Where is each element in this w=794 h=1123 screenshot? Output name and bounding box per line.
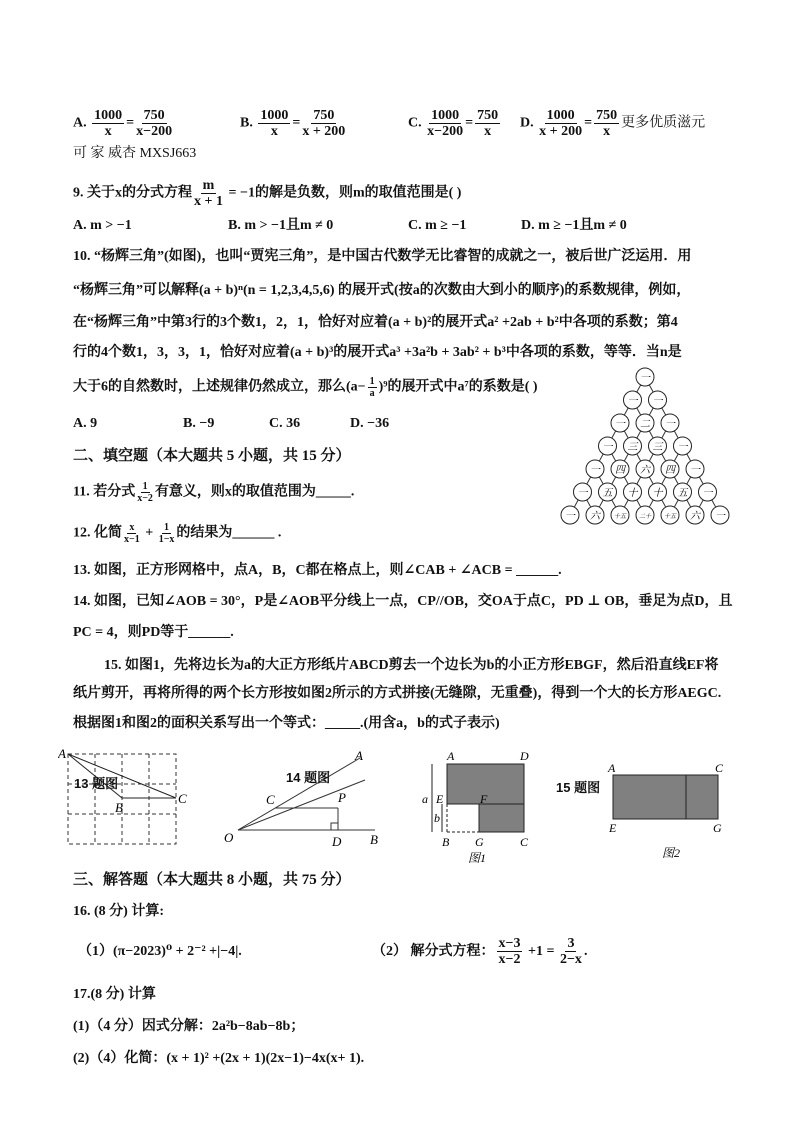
triangle-node-label: 十五 (663, 514, 677, 520)
q9-option-c: C. m ≥ −1 (408, 218, 467, 233)
q14-line: 14. 如图，已知∠AOB = 30°，P是∠AOB平分线上一点，CP//OB，交OA于点C，PD ⊥ OB，垂足为点D，且 (73, 594, 733, 609)
fig15-caption: 15 题图 (556, 780, 601, 795)
q9-options (73, 216, 753, 236)
triangle-node-label: 三 (627, 442, 638, 453)
q17-part1: (1)（4 分）因式分解：2a²b−8ab−8b； (73, 1019, 305, 1034)
triangle-node-label: 五 (602, 488, 613, 499)
label-B: B (442, 835, 450, 849)
label-A: A (355, 748, 363, 763)
watermark-text: 可 家 威杏 MXSJ663 (73, 146, 197, 161)
fig14-caption: 14 题图 (286, 770, 331, 785)
triangle-node-label: 六 (590, 511, 600, 522)
triangle-node-label: 一 (665, 419, 675, 430)
triangle-node-label: 一 (615, 419, 625, 430)
label-C: C (178, 791, 187, 806)
section3-heading: 三、解答题（本大题共 8 小题，共 75 分） (73, 872, 351, 888)
label-E: E (436, 792, 444, 806)
q10-line: 10. “杨辉三角”(如图)，也叫“贾宪三角”，是中国古代数学无比睿智的成就之一，被后世广泛运用．用 (73, 249, 692, 264)
label-F: F (480, 792, 488, 806)
fig15-figure2-caption: 图2 (662, 846, 681, 860)
q8-option-b: B. $\frac{1000}{x}$ = $\frac{750}{x + 200}$ (240, 108, 346, 139)
q10-option-d: D. −36 (350, 416, 390, 431)
q10-line: 行的4个数1，3，3，1，恰好对应着(a + b)³的展开式a³ +3a²b + 3ab² + b³中各项的系数，等等．当n是 (73, 345, 682, 360)
triangle-node-label: 一 (602, 442, 613, 453)
triangle-node-label: 二十 (638, 514, 652, 520)
triangle-node-label: 十五 (613, 514, 627, 520)
q10-line: “杨辉三角”可以解释(a + b)ⁿ(n = 1,2,3,4,5,6) 的展开式(按a的次数由大到小的顺序)的系数规律，例如， (73, 283, 691, 298)
q16-title: 16. (8 分) 计算: (73, 904, 164, 919)
fig15-figure2 (605, 760, 730, 860)
yanghui-triangle-figure (555, 365, 735, 535)
triangle-node-label: 三 (652, 442, 663, 453)
label-G: G (475, 835, 484, 849)
q10-option-c: C. 36 (269, 416, 301, 431)
q15-line: 纸片剪开，再将所得的两个长方形按如图2所示的方式拼接(无缝隙，无重叠)，得到一个大的长方形AEGC. (73, 686, 722, 701)
q8-options (73, 108, 773, 138)
label-D: D (332, 834, 342, 848)
triangle-node-label: 一 (640, 373, 650, 384)
triangle-node-label: 二 (640, 419, 650, 430)
q13: 13. 如图，正方形网格中，点A，B，C都在格点上，则∠CAB + ∠ACB = ______. (73, 563, 562, 578)
triangle-node-label: 一 (677, 442, 688, 453)
label-b: b (434, 811, 440, 825)
q9-option-a: A. m > −1 (73, 218, 132, 233)
triangle-node-label: 一 (577, 488, 588, 499)
q11: 11. 若分式 $\frac{1}{x-2}$ 有意义，则x的取值范围为_____. (73, 481, 355, 504)
q10-options (73, 414, 473, 434)
label-B: B (115, 800, 123, 815)
fig15-figure1 (420, 746, 540, 866)
fig15-figure1-caption: 图1 (468, 851, 487, 865)
label-D: D (520, 749, 529, 763)
triangle-node-label: 一 (627, 396, 638, 407)
triangle-node-label: 一 (652, 396, 663, 407)
q16-part1: （1）(π−2023)⁰ + 2⁻² +|−4|. (78, 944, 242, 959)
q15-line: 根据图1和图2的面积关系写出一个等式：_____.(用含a，b的式子表示) (73, 716, 500, 731)
label-P: P (338, 790, 346, 805)
label-A: A (608, 761, 616, 775)
label-a: a (422, 792, 428, 806)
q10-option-b: B. −9 (183, 416, 215, 431)
q16-part2: （2） 解分式方程： $\frac{x-3}{x-2}$ +1 = $\frac{3}{2-x}$ . (372, 936, 588, 968)
fig13-caption: 13 题图 (74, 776, 119, 791)
section2-heading: 二、填空题（本大题共 5 小题，共 15 分） (73, 448, 351, 464)
triangle-node-label: 十 (652, 488, 663, 499)
q15-line: 15. 如图1，先将边长为a的大正方形纸片ABCD剪去一个边长为b的小正方形EBGF，然后沿直线EF将 (104, 658, 719, 673)
q8-option-a: A. $\frac{1000}{x}$ = $\frac{750}{x-200}$ (73, 108, 173, 139)
label-B: B (370, 832, 378, 847)
q14-line: PC = 4，则PD等于______. (73, 625, 234, 640)
label-E: E (609, 821, 617, 835)
q17-title: 17.(8 分) 计算 (73, 987, 156, 1002)
fig13-grid-figure (58, 746, 188, 846)
q8-option-d: D. $\frac{1000}{x + 200}$ = $\frac{750}{x}$ 更多优质滋元 (520, 108, 706, 139)
label-C: C (266, 792, 275, 807)
q10-line: 在“杨辉三角”中第3行的3个数1，2，1，恰好对应着(a + b)²的展开式a² +2ab + b²中各项的系数；第4 (73, 315, 678, 330)
q17-part2: (2)（4）化简：(x + 1)² +(2x + 1)(2x−1)−4x(x+ 1). (73, 1051, 365, 1066)
label-C: C (520, 835, 529, 849)
triangle-node-label: 一 (590, 465, 600, 476)
triangle-node-label: 一 (702, 488, 713, 499)
q9-stem: 9. 关于x的分式方程 $\frac{m}{x + 1}$ = −1的解是负数，则m的取值范围是( ) (73, 178, 462, 209)
label-G: G (713, 821, 722, 835)
q8-option-c: C. $\frac{1000}{x-200}$ = $\frac{750}{x}$ (408, 108, 499, 139)
label-A: A (58, 746, 66, 761)
label-A: A (447, 749, 455, 763)
triangle-node-label: 五 (677, 488, 688, 499)
q9-option-d: D. m ≥ −1且m ≠ 0 (521, 218, 627, 233)
q9-option-b: B. m > −1且m ≠ 0 (228, 218, 334, 233)
triangle-node-label: 一 (715, 511, 725, 522)
triangle-node-label: 一 (565, 511, 575, 522)
q10-option-a: A. 9 (73, 416, 98, 431)
triangle-node-label: 六 (690, 511, 700, 522)
triangle-node-label: 十 (627, 488, 638, 499)
triangle-node-label: 六 (640, 465, 650, 476)
triangle-node-label: 四 (665, 465, 675, 476)
fig14-angle-figure (220, 748, 390, 848)
triangle-node-label: 一 (690, 465, 700, 476)
q10-line: 大于6的自然数时，上述规律仍然成立，那么(a− $\frac{1}{a}$ )⁹的展开式中a⁷的系数是( ) (73, 376, 538, 399)
triangle-node-label: 四 (615, 465, 625, 476)
label-C: C (715, 761, 724, 775)
q12: 12. 化简 $\frac{x}{x-1}$ + $\frac{1}{1-x}$ 的结果为______ . (73, 522, 282, 545)
label-O: O (224, 830, 234, 845)
